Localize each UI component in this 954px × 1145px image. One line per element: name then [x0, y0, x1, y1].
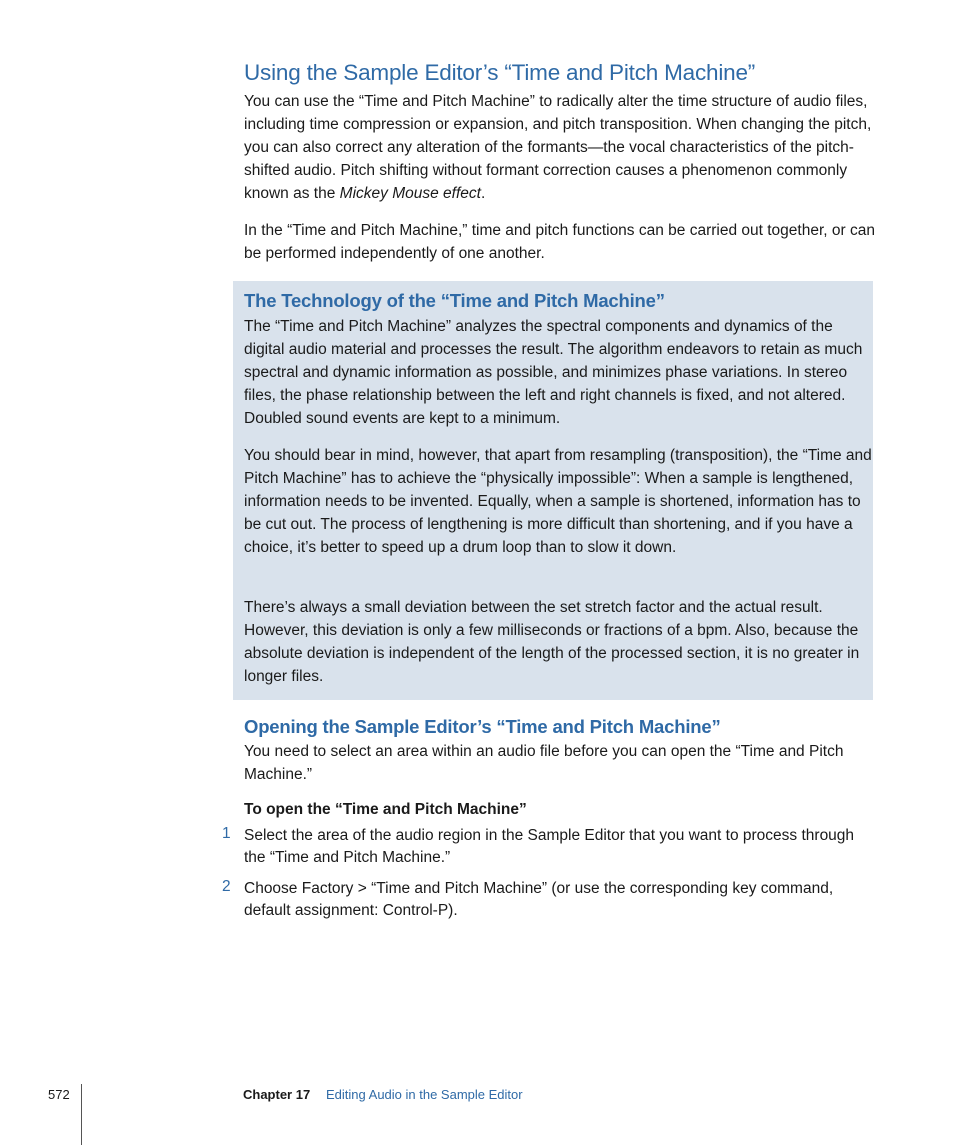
step-number-1: 1	[222, 825, 231, 842]
technology-heading: The Technology of the “Time and Pitch Machine”	[244, 290, 665, 311]
together-paragraph: In the “Time and Pitch Machine,” time and pitch functions can be carried out together, or can be performed independently of one another.	[244, 222, 875, 262]
technology-paragraph-3: There’s always a small deviation between the set stretch factor and the actual result. However, this deviation is only a few milliseconds or fractions of a bpm. Also, because the absolute deviation is independent of the length of the processed section, it is no greater in longer files.	[244, 599, 860, 685]
opening-heading: Opening the Sample Editor’s “Time and Pitch Machine”	[244, 716, 721, 737]
intro-emphasis: Mickey Mouse effect	[339, 185, 481, 202]
opening-paragraph: You need to select an area within an audio file before you can open the “Time and Pitch Machine.”	[244, 743, 844, 783]
chapter-label: Chapter 17	[243, 1087, 311, 1102]
intro-paragraph	[244, 90, 876, 205]
step-text-2: Choose Factory > “Time and Pitch Machine” (or use the corresponding key command, default assignment: Control-P).	[244, 880, 834, 919]
section-heading-time-pitch-machine: Using the Sample Editor’s “Time and Pitch Machine”	[244, 60, 756, 85]
technology-paragraph-1: The “Time and Pitch Machine” analyzes the spectral components and dynamics of the digital audio material and processes the result. The algorithm endeavors to retain as much spectral and dynamic information as possible, and minimizes phase variations. In stereo files, the phase relationship between the left and right channels is fixed, and not altered. Doubled sound events are kept to a minimum.	[244, 318, 863, 427]
intro-text: You can use the “Time and Pitch Machine” to radically alter the time structure of audio files, including time compression or expansion, and pitch transposition. When changing the pitch, you can also correct any alteration of the formants—the vocal characteristics of the pitch-shifted audio. Pitch shifting without formant correction causes a phenomenon commonly known as the	[244, 93, 872, 202]
footer-divider	[81, 1084, 82, 1145]
task-title: To open the “Time and Pitch Machine”	[244, 801, 527, 818]
step-text-1: Select the area of the audio region in the Sample Editor that you want to process through the “Time and Pitch Machine.”	[244, 827, 855, 866]
intro-end: .	[480, 185, 486, 202]
chapter-title: Editing Audio in the Sample Editor	[326, 1087, 523, 1102]
step-number-2: 2	[222, 878, 231, 895]
technology-paragraph-2: You should bear in mind, however, that apart from resampling (transposition), the “Time and Pitch Machine” has to achieve the “physically impossible”: When a sample is lengthened, information needs to be invented. Equally, when a sample is shortened, information has to be cut out. The process of lengthening is more difficult than shortening, and if you have a choice, it’s better to speed up a drum loop than to slow it down.	[244, 447, 872, 556]
page-number: 572	[48, 1087, 70, 1102]
